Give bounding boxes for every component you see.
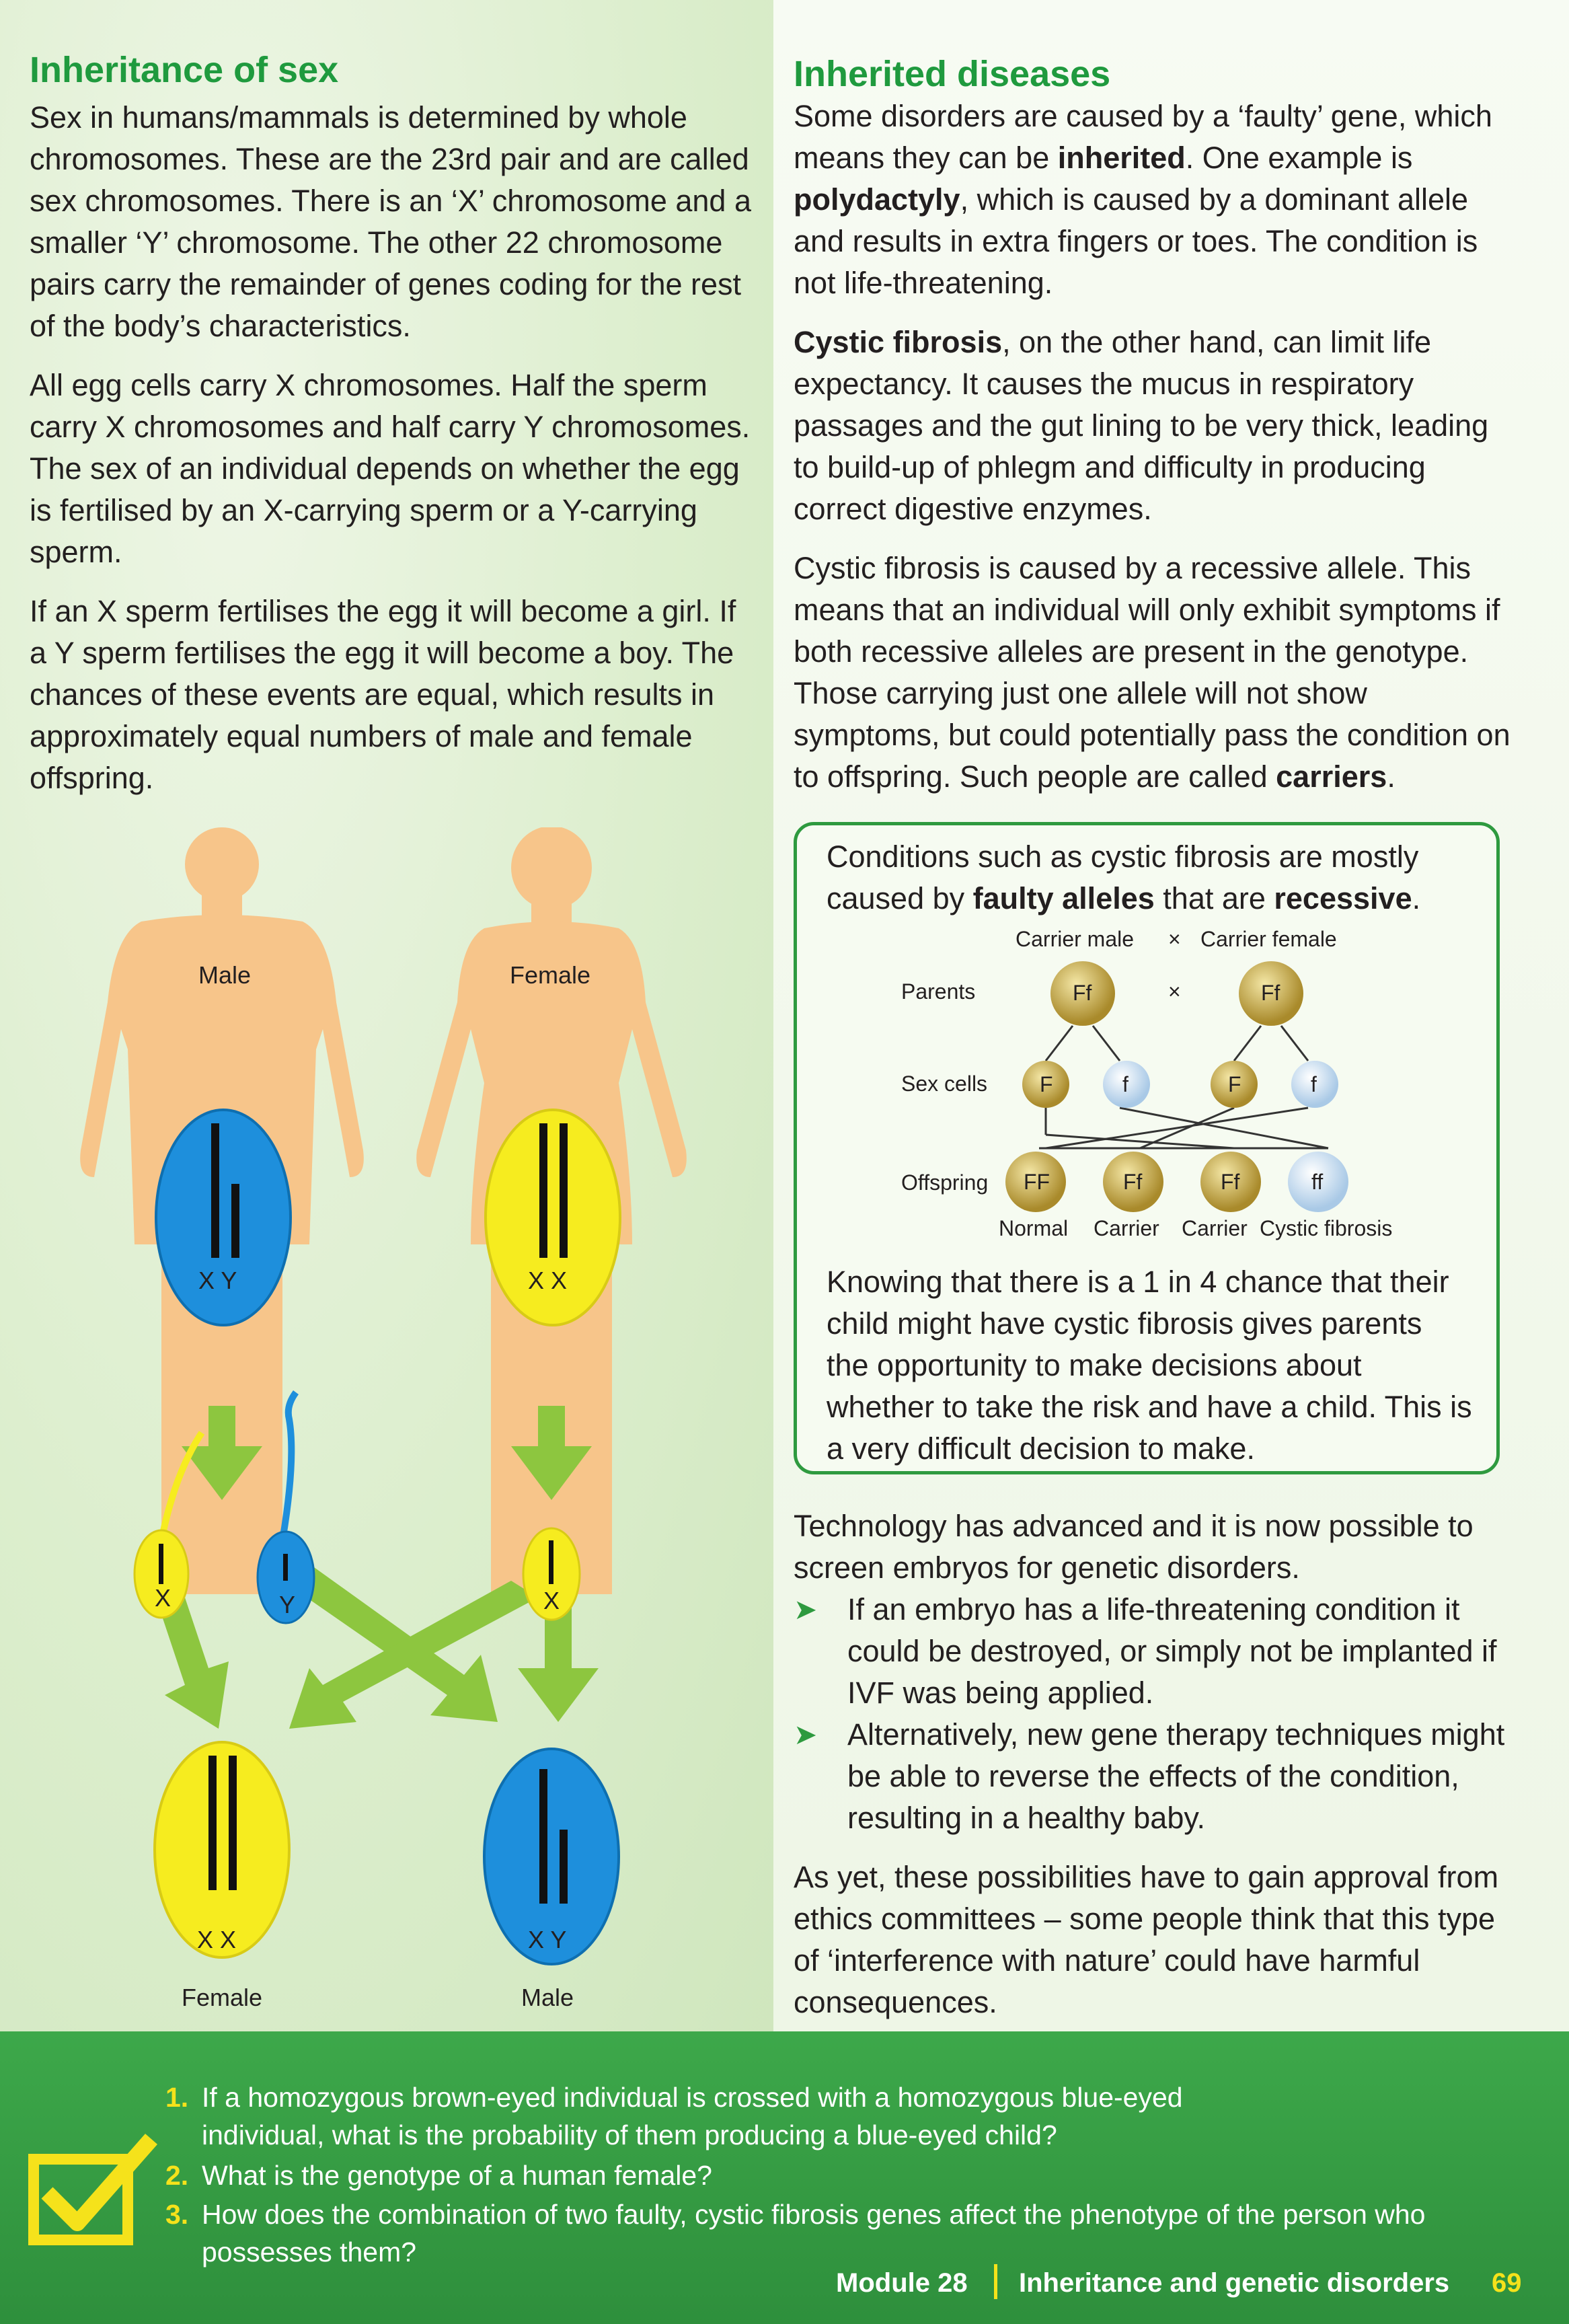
carrier-female-label: Carrier female [1200, 927, 1337, 951]
bottom-female-label: Female [182, 1984, 263, 2011]
text: Cystic fibrosis is caused by a recessive allele. This means that an individual will only exhibit symptoms if both recessive alleles are present in the genotype. Those carrying just one allele will not show symptoms, but could potentially pass the condition on to offspring. Such people are called [794, 551, 1510, 794]
carrier-male-label: Carrier male [1016, 927, 1135, 951]
paragraph: All egg cells carry X chromosomes. Half the sperm carry X chromosomes and half carry Y chromosomes. The sex of an individual depends on whether the egg is fertilised by an X-carrying sperm or a Y-carrying sperm. [30, 368, 751, 569]
y-chromosome [560, 1830, 568, 1904]
section-heading: Inherited diseases [794, 54, 1111, 94]
y-chromosome [283, 1554, 288, 1581]
bullet-arrow-icon: ➤ [794, 1594, 818, 1625]
x-chromosome [549, 1540, 553, 1584]
text: Conditions such as cystic fibrosis are mostly caused by [827, 839, 1419, 915]
term-recessive: recessive [1274, 881, 1412, 915]
question-1 [165, 2078, 1480, 2154]
cystic-fibrosis-label: Cystic fibrosis [1260, 1216, 1393, 1240]
x-chromosome [539, 1123, 547, 1258]
genotype: Ff [1073, 981, 1092, 1005]
inherited-diseases-section [794, 52, 1517, 798]
offspring-label: Offspring [901, 1170, 989, 1195]
term-polydactyly: polydactyly [794, 182, 960, 217]
female-label: Female [510, 961, 591, 989]
paragraph: Technology has advanced and it is now possible to screen embryos for genetic disorders. [794, 1509, 1474, 1585]
allele-text: f [1311, 1072, 1317, 1096]
times-sign: × [1168, 927, 1181, 951]
question-number: 1. [165, 2082, 189, 2113]
checkbox-tick-icon [27, 2132, 161, 2247]
term-cystic-fibrosis: Cystic fibrosis [794, 325, 1003, 359]
allele-text: f [1122, 1072, 1128, 1096]
bullet-arrow-icon: ➤ [794, 1719, 818, 1750]
text: . One example is [1185, 141, 1413, 175]
question-number: 2. [165, 2160, 189, 2191]
cystic-fibrosis-box [794, 822, 1500, 1474]
question-3 [165, 2196, 1480, 2271]
male-label: Male [198, 961, 252, 989]
bottom-male-label: Male [521, 1984, 574, 2011]
paragraph [794, 548, 1517, 798]
x-chromosome [539, 1769, 547, 1904]
offspring-female-cell [155, 1742, 289, 1957]
xy-label: X Y [198, 1267, 237, 1294]
question-text: If a homozygous brown-eyed individual is crossed with a homozygous blue-eyed individual, what is the probability of them producing a blue-eyed child? [202, 2082, 1183, 2150]
text: . [1412, 881, 1421, 915]
xx-label: X X [197, 1926, 237, 1953]
times-sign: × [1168, 979, 1181, 1004]
bullet-text: If an embryo has a life-threatening condition it could be destroyed, or simply not be implanted if IVF was being applied. [847, 1592, 1497, 1710]
y-chromosome [231, 1184, 239, 1258]
x-chromosome [159, 1544, 163, 1584]
question-number: 3. [165, 2199, 189, 2230]
paragraph: If an X sperm fertilises the egg it will become a girl. If a Y sperm fertilises the egg it will become a boy. The chances of these events are equal, which results in approximately equal numbers of male and female offspring. [30, 594, 736, 795]
sex-cells-label: Sex cells [901, 1072, 988, 1096]
section-heading: Inheritance of sex [30, 50, 339, 90]
carrier-label: Carrier [1182, 1216, 1248, 1240]
box-intro [827, 836, 1472, 920]
inheritance-of-sex-section [30, 48, 756, 799]
text: . [1387, 759, 1395, 794]
allele-text: F [1040, 1072, 1053, 1096]
text: , which is caused by a dominant allele and results in extra fingers or toes. The condition is not life-threatening. [794, 182, 1478, 300]
bullet-text: Alternatively, new gene therapy techniques might be able to reverse the effects of the condition, resulting in a healthy baby. [847, 1717, 1505, 1835]
footer-divider [994, 2264, 997, 2299]
paragraph: As yet, these possibilities have to gain approval from ethics committees – some people think that this type of ‘interference with nature’ could have harmful consequences. [794, 1860, 1499, 2019]
normal-label: Normal [999, 1216, 1069, 1240]
term-inherited: inherited [1057, 141, 1186, 175]
text: that are [1154, 881, 1274, 915]
module-label: Module 28 [836, 2268, 968, 2298]
genotype: ff [1311, 1170, 1324, 1194]
carrier-label: Carrier [1094, 1216, 1159, 1240]
box-outro: Knowing that there is a 1 in 4 chance that their child might have cystic fibrosis gives parents the opportunity to make decisions about whether to take the risk and have a child. This is a very difficult decision to make. [827, 1265, 1472, 1466]
x-chromosome [208, 1756, 217, 1890]
bullet-item [794, 1714, 1517, 1839]
xy-label: X Y [528, 1926, 567, 1953]
question-text: How does the combination of two faulty, cystic fibrosis genes affect the phenotype of the person who possesses them? [202, 2199, 1426, 2267]
x-chromosome [560, 1123, 568, 1258]
y-label: Y [279, 1591, 296, 1618]
inheritance-lines [1039, 1026, 1328, 1148]
x-label: X [155, 1584, 171, 1612]
questions-footer [0, 2031, 1569, 2324]
genotype: Ff [1261, 981, 1280, 1005]
bullet-item [794, 1589, 1517, 1714]
paragraph [794, 96, 1517, 304]
genotype: Ff [1123, 1170, 1143, 1194]
x-chromosome [211, 1123, 219, 1258]
text: Some disorders are caused by a ‘faulty’ gene, which means they can be [794, 99, 1492, 175]
xx-label: X X [528, 1267, 568, 1294]
paragraph: Sex in humans/mammals is determined by whole chromosomes. These are the 23rd pair and are called sex chromosomes. There is an ‘X’ chromosome and a smaller ‘Y’ chromosome. The other 22 chromosome pairs carry the remainder of genes coding for the rest of the body’s characteristics. [30, 100, 751, 343]
x-chromosome [229, 1756, 237, 1890]
parents-label: Parents [901, 979, 976, 1004]
term-faulty-alleles: faulty alleles [972, 881, 1155, 915]
technology-section [794, 1505, 1517, 2023]
text: , on the other hand, can limit life expectancy. It causes the mucus in respiratory passages and the gut lining to be very thick, leading to build-up of phlegm and difficulty in producing correct digestive enzymes. [794, 325, 1489, 526]
allele-text: F [1228, 1072, 1241, 1096]
paragraph [794, 322, 1517, 530]
question-text: What is the genotype of a human female? [202, 2160, 712, 2191]
page-number: 69 [1492, 2268, 1522, 2298]
x-label: X [543, 1587, 560, 1614]
genotype: FF [1024, 1170, 1050, 1194]
term-carriers: carriers [1276, 759, 1387, 794]
module-title: Inheritance and genetic disorders [1019, 2268, 1450, 2298]
genotype: Ff [1221, 1170, 1240, 1194]
sex-inheritance-diagram [27, 827, 767, 2038]
genetic-cross-diagram [797, 926, 1496, 1256]
question-2 [165, 2157, 1480, 2194]
sperm-tail [282, 1392, 296, 1540]
